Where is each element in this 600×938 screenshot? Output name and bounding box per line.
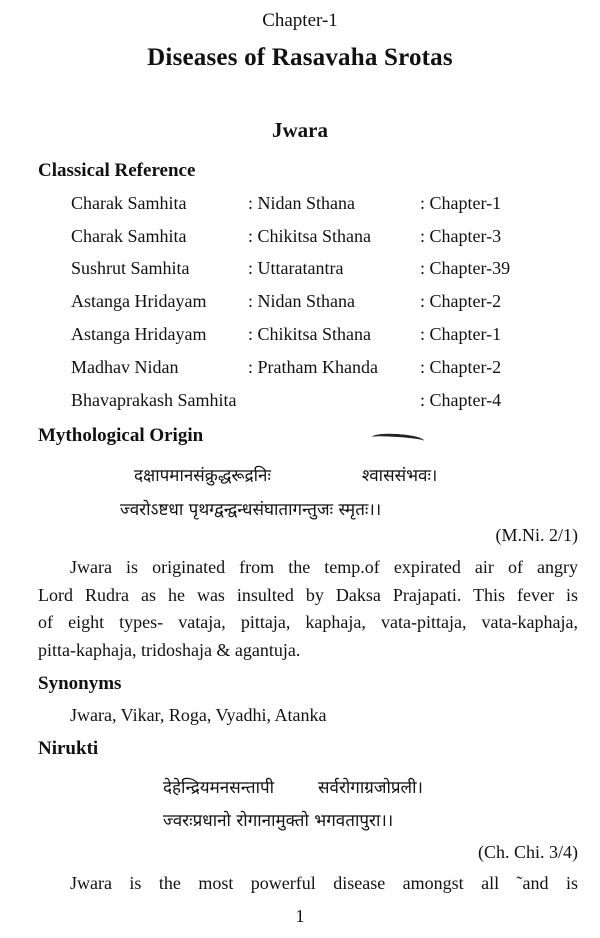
classical-reference-heading: Classical Reference [38,160,196,181]
page-title: Diseases of Rasavaha Srotas [147,44,453,71]
verse-line: दक्षापमानसंक्रुद्धरूद्रनिः [134,466,271,486]
reference-chapter: : Chapter-1 [420,193,502,213]
reference-row [0,324,600,354]
reference-row [0,390,600,420]
reference-text: Sushrut Samhita [71,258,190,278]
reference-chapter: : Chapter-3 [420,226,502,246]
synonyms-list: Jwara, Vikar, Roga, Vyadhi, Atanka [70,705,327,725]
reference-row [0,226,600,256]
page-number: 1 [295,906,305,926]
chapter-label: Chapter-1 [262,10,338,31]
paragraph-line: pitta-kaphaja, tridoshaja & agantuja. [38,639,301,660]
reference-text: Bhavaprakash Samhita [71,390,237,410]
verse-line: ज्वरःप्रधानो रोगानामुक्तो भगवतापुरा।। [163,811,394,831]
verse-citation: (M.Ni. 2/1) [495,525,578,545]
synonyms-heading: Synonyms [38,673,122,694]
verse-line: ज्वरोऽष्टधा पृथग्द्वन्द्वन्धसंघातागन्तुजः स्मृतः।। [120,500,382,520]
nirukti-heading: Nirukti [38,738,99,759]
reference-row [0,193,600,223]
paragraph-line: Jwara is the most powerful disease amongst all ˜and is [70,873,578,893]
reference-chapter: : Chapter-4 [420,390,502,410]
reference-chapter: : Chapter-2 [420,291,502,311]
verse-line: देहेन्द्रियमनसन्तापी [163,778,275,798]
paragraph-line: Jwara is originated from the temp.of expirated air of angry [70,557,578,577]
paragraph-line: of eight types- vataja, pittaja, kaphaja, vata-pittaja, vata-kaphaja, [38,612,578,632]
reference-text: Charak Samhita [71,226,187,246]
reference-section: : Pratham Khanda [248,357,378,377]
reference-section: : Uttaratantra [248,258,344,278]
verse-citation: (Ch. Chi. 3/4) [477,842,578,862]
paragraph-line: Lord Rudra as he was insulted by Daksa Prajapati. This fever is [38,584,578,605]
reference-section: : Chikitsa Sthana [248,324,371,344]
reference-chapter: : Chapter-1 [420,324,502,344]
ink-smudge-mark [372,432,425,446]
verse-line: श्वाससंभवः। [362,466,438,486]
reference-section: : Nidan Sthana [248,291,355,311]
reference-section: : Nidan Sthana [248,193,355,213]
reference-text: Madhav Nidan [71,357,179,377]
reference-row [0,357,600,387]
verse-line: सर्वरोगाग्रजोप्रली। [318,778,423,798]
reference-text: Charak Samhita [71,193,187,213]
reference-chapter: : Chapter-39 [420,258,511,278]
reference-row [0,258,600,288]
reference-chapter: : Chapter-2 [420,357,502,377]
closing-paragraph [38,870,578,898]
section-title: Jwara [272,118,328,142]
reference-row [0,291,600,321]
reference-text: Astanga Hridayam [71,291,207,311]
reference-section: : Chikitsa Sthana [248,226,371,246]
origin-paragraph [38,554,578,664]
reference-text: Astanga Hridayam [71,324,207,344]
mythological-origin-heading: Mythological Origin [38,425,204,446]
